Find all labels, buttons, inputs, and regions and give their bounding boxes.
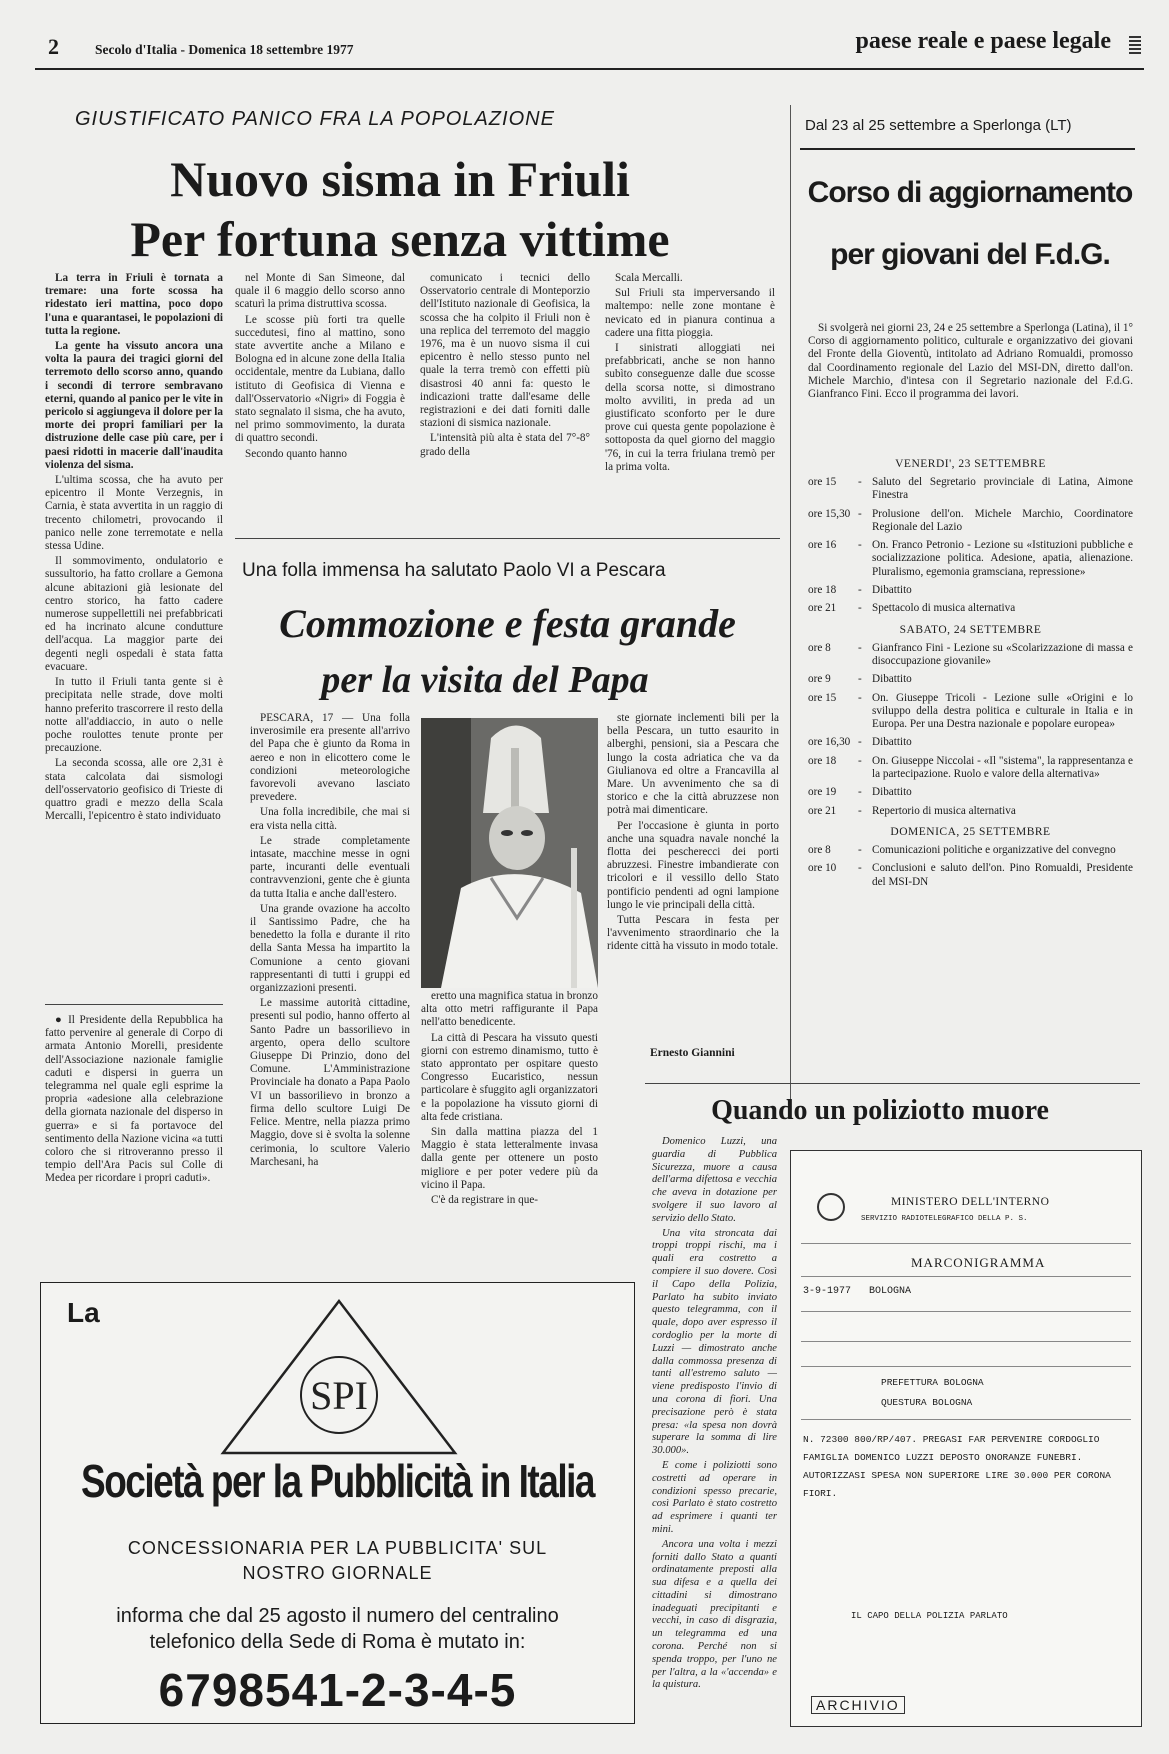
- schedule-time: ore 15: [808, 691, 837, 704]
- schedule-description: On. Giuseppe Tricoli - Lezione sulle «Origini e lo sviluppo della destra politica e culturale in Italia e in Europa. Per una Destra nazionale e popolare europea»: [872, 691, 1133, 731]
- telegram-origin: [803, 1286, 911, 1297]
- lead-paragraph: I sinistrati alloggiati nei prefabbricati, anche se non hanno subìto conseguenze dalle due scosse della scorsa notte, si dimostrano molto avviliti, in preda ad un giustificato sconforto per le dure prove cui questa gente popolazione è sottoposta da quel giorno del maggio '76, in cui la terra friulana tremò per la prima volta.: [605, 342, 775, 473]
- publication-name: Secolo d'Italia: [95, 42, 178, 57]
- pope-paragraph: Una grande ovazione ha accolto il Santissimo Padre, che ha benedetto la folla e durante il rito della Santa Messa ha impartito la Comunione a cento giovani rappresentanti di tutti i gruppi ed organizzazioni presenti.: [250, 902, 410, 995]
- telegram-body: N. 72300 800/RP/407. PREGASI FAR PERVENIRE CORDOGLIO FAMIGLIA DOMENICO LUZZI DEPOSTO ONORANZE FUNEBRI. AUTORIZZASI SPESA NON SUPERIORE LIRE 30.000 PER CORONA FIORI.: [803, 1434, 1111, 1499]
- schedule-time: ore 15,30: [808, 507, 851, 520]
- pope-paragraph: Sin dalla mattina piazza del 1 Maggio è stata letteralmente invasa dalla gente per ottenere un posto migliore e per poter vedere più da vicino il Papa.: [421, 1126, 598, 1191]
- sidebar-headline-line1: Corso di aggiornamento: [807, 176, 1133, 209]
- marconigramma-telegram: [790, 1150, 1142, 1727]
- schedule-row: [808, 539, 1133, 579]
- schedule-row: [808, 584, 1133, 597]
- schedule-dash: -: [858, 584, 862, 597]
- sidebar-divider: [790, 105, 791, 1105]
- schedule-description: Repertorio di musica alternativa: [872, 804, 1016, 817]
- pope-paragraph: PESCARA, 17 — Una folla inverosimile era presente all'arrivo del Papa che è giunto da Roma in aereo e non in elicottero come le condizioni meteorologiche favorevoli avevano lasciato prevedere.: [250, 712, 410, 804]
- schedule-time: ore 9: [808, 673, 831, 686]
- sidebar-kicker: Dal 23 al 25 settembre a Sperlonga (LT): [805, 117, 1072, 134]
- ad-phone-number: 6798541-2-3-4-5: [158, 1664, 517, 1716]
- telegram-subtitle: SERVIZIO RADIOTELEGRAFICO DELLA P. S.: [861, 1215, 1028, 1223]
- pope-photo-image: [421, 718, 598, 988]
- lead-paragraph: La terra in Friuli è tornata a tremare: una forte scossa ha ridestato ieri mattina, poco dopo l'una e quarantasei, le popolazioni di tutta la regione.: [45, 272, 223, 337]
- masthead-rule: [35, 68, 1144, 70]
- sidebar-end-rule: [645, 1083, 1140, 1084]
- pope-headline-line2: per la visita del Papa: [321, 659, 649, 701]
- ad-company-name: Società per la Pubblicità in Italia: [81, 1455, 594, 1507]
- schedule-description: Comunicazioni politiche e organizzative del convegno: [872, 843, 1116, 856]
- telegram-dest-1: PREFETTURA BOLOGNA: [881, 1377, 984, 1388]
- lead-kicker: GIUSTIFICATO PANICO FRA LA POPOLAZIONE: [75, 108, 555, 130]
- pope-headline-line1: Commozione e festa grande: [279, 601, 736, 646]
- sidebar-intro: [808, 322, 1133, 442]
- schedule-row: [808, 673, 1133, 686]
- spi-advertisement: [40, 1282, 635, 1724]
- schedule-row: [808, 862, 1133, 889]
- telegram-title: MARCONIGRAMMA: [911, 1255, 1046, 1270]
- schedule-dash: -: [858, 476, 862, 488]
- lead-paragraph: La gente ha vissuto ancora una volta la paura dei tragici giorni del terremoto dello scorso anno, quando i secondi di terrore sembravano eterni, quando al panico per le vite in pericolo si aggiungeva il dolore per la morte dei propri familiari per la distruzione delle case più care, per i paesi ridotti in macerie dall'inaudita violenza del sisma.: [45, 340, 223, 471]
- lead-paragraph: In tutto il Friuli tanta gente si è precipitata nelle strade, dove molti hanno preferito trascorrere il resto della notte all'addiaccio, in auto o nelle poche roulottes tenute pronte per precauzione.: [45, 676, 223, 755]
- schedule-day-title: DOMENICA, 25 SETTEMBRE: [890, 825, 1051, 838]
- ad-line-2: NOSTRO GIORNALE: [242, 1563, 433, 1583]
- schedule-row: [808, 786, 1133, 799]
- schedule-time: ore 21: [808, 804, 837, 817]
- schedule-time: ore 21: [808, 602, 837, 615]
- schedule-time: ore 16,30: [808, 736, 851, 749]
- pope-paragraph: eretto una magnifica statua in bronzo alta otto metri raffigurante il Papa nell'atto benedicente.: [421, 990, 598, 1029]
- schedule-description: Dibattito: [872, 673, 912, 686]
- schedule-dash: -: [858, 539, 862, 552]
- schedule-time: ore 8: [808, 641, 831, 654]
- pope-photo: [421, 718, 598, 988]
- ad-info-1: informa che dal 25 agosto il numero del centralino: [116, 1605, 559, 1627]
- telegram-rule: [801, 1366, 1131, 1367]
- schedule-description: Conclusioni e saluto dell'on. Pino Romualdi, Presidente del MSI-DN: [872, 862, 1133, 888]
- schedule-dash: -: [858, 862, 862, 875]
- telegram-rule: [801, 1341, 1131, 1342]
- telegram-dest-2: QUESTURA BOLOGNA: [881, 1397, 973, 1408]
- pope-column-2: [421, 990, 598, 1264]
- schedule-time: ore 15: [808, 476, 837, 488]
- schedule-day-title: SABATO, 24 SETTEMBRE: [899, 623, 1042, 636]
- schedule-time: ore 18: [808, 584, 837, 597]
- pope-paragraph: ste giornate inclementi bili per la bella Pescara, un tutto esaurito in alberghi, pensioni, sia a Pescara che lungo la costa adriatica che va da Giulianova ed oltre a Francavilla al Mare. Un avvenimento che sa di storico e che la città abruzzese non potrà mai dimenticare.: [607, 712, 779, 817]
- spi-logo-icon: [219, 1297, 459, 1457]
- schedule-time: ore 19: [808, 786, 837, 799]
- schedule-description: Dibattito: [872, 584, 912, 597]
- pope-paragraph: La città di Pescara ha vissuto questi giorni con estremo dinamismo, tutto è stato approntato per ospitare questo Congresso Eucaristico, nessun particolare è sfuggito agli organizzatori e la popolazione ha vissuto giorni di alta fede cristiana.: [421, 1031, 598, 1123]
- pope-paragraph: Una folla incredibile, che mai si era vista nella città.: [250, 806, 410, 832]
- pope-kicker: Una folla immensa ha salutato Paolo VI a Pescara: [242, 560, 666, 581]
- schedule-dash: -: [858, 736, 862, 749]
- telegram-rule: [801, 1276, 1131, 1277]
- spi-logo-letters: SPI: [310, 1373, 368, 1418]
- sidebar-headline-line2: per giovani del F.d.G.: [830, 238, 1110, 271]
- schedule-description: On. Giuseppe Niccolai - «Il "sistema", la rappresentanza e la partecipazione. Ruolo e valore della alternativa»: [872, 754, 1133, 781]
- lead-column-1: [45, 272, 223, 992]
- page-number: 2: [48, 34, 59, 59]
- lead-paragraph: L'ultima scossa, che ha avuto per epicentro il Monte Verzegnis, in Carnia, è stata avvertita in un raggio di trecento chilometri, provocando il panico nelle zone terremotate e nella stessa Udine.: [45, 474, 223, 553]
- archive-stamp: ARCHIVIO: [811, 1696, 905, 1714]
- section-mark: [1129, 36, 1141, 54]
- police-paragraph: Ancora una volta i mezzi forniti dallo Stato a quanti ordinatamente preposti alla sua difesa e a quella dei cittadini si dimostrano inadeguati precipitanti e vecchi, in caso di disgrazia, un telegramma ed una corona. Perché non si spenda troppo, per l'uno ne per l'altra, a la «'accenda» e la quistura.: [652, 1538, 777, 1691]
- schedule-dash: -: [858, 507, 862, 520]
- telegram-signature: IL CAPO DELLA POLIZIA PARLATO: [851, 1611, 1008, 1621]
- schedule-row: [808, 736, 1133, 749]
- ad-la-text: La: [67, 1297, 100, 1328]
- schedule-description: Spettacolo di musica alternativa: [872, 602, 1016, 615]
- telegram-rule: [801, 1311, 1131, 1312]
- schedule-description: Saluto del Segretario provinciale di Latina, Aimone Finestra: [872, 476, 1133, 502]
- schedule-row: [808, 805, 1133, 818]
- ministry-seal-icon: [817, 1193, 845, 1221]
- schedule-row: [808, 642, 1133, 669]
- schedule-dash: -: [858, 641, 862, 654]
- telegram-date: 3-9-1977: [803, 1286, 852, 1297]
- pope-paragraph: C'è da registrare in que-: [431, 1194, 539, 1207]
- section-title: paese reale e paese legale: [855, 28, 1111, 54]
- president-note: [45, 1014, 223, 1264]
- pope-column-3: [607, 712, 779, 1032]
- lead-column-3: [420, 272, 590, 522]
- pope-column-1: [250, 712, 410, 1264]
- pope-paragraph: Tutta Pescara in festa per l'avvenimento straordinario che la ridente città ha vissuto in modo totale.: [607, 914, 779, 953]
- schedule-time: ore 16: [808, 539, 837, 552]
- schedule-description: On. Franco Petronio - Lezione su «Istituzioni pubbliche e socializzazione politica. Adesione, apatia, alienazione. Pluralismo, egemonia gramsciana, repressione»: [872, 539, 1133, 578]
- schedule-row: [808, 508, 1133, 535]
- lead-paragraph: nel Monte di San Simeone, dal quale il 6 maggio dello scorso anno scaturì la prima distruttiva scossa.: [235, 272, 405, 311]
- pope-paragraph: Le strade completamente intasate, macchine messe in ogni parte, incuranti delle eventuali contravvenzioni, gente che è giunta da tutta Italia e anche dall'estero.: [250, 834, 410, 900]
- dateline-separator: -: [177, 42, 189, 57]
- lead-column-4: [605, 272, 775, 522]
- schedule-row: [808, 844, 1133, 857]
- ad-line-1: CONCESSIONARIA PER LA PUBBLICITA' SUL: [127, 1538, 548, 1558]
- police-body: [652, 1136, 777, 1724]
- lead-paragraph: L'intensità più alta è stata del 7°-8° grado della: [420, 432, 590, 458]
- schedule-dash: -: [858, 673, 862, 686]
- schedule-description: Dibattito: [872, 786, 912, 799]
- story-divider: [235, 538, 780, 539]
- schedule-row: [808, 755, 1133, 782]
- lead-paragraph: Scala Mercalli.: [615, 272, 683, 284]
- schedule-description: Prolusione dell'on. Michele Marchio, Coordinatore Regionale del Lazio: [872, 507, 1133, 533]
- column-divider: [45, 1004, 223, 1005]
- lead-headline-line2: Per fortuna senza vittime: [130, 211, 670, 267]
- schedule-dash: -: [858, 786, 862, 799]
- telegram-stamp: MINISTERO DELL'INTERNO: [891, 1196, 1050, 1208]
- schedule-row: [808, 602, 1133, 615]
- pope-byline: Ernesto Giannini: [650, 1047, 735, 1059]
- police-paragraph: Una vita stroncata dai troppi troppi rischi, ma i quali era costretto a compiere il suo dovere. Così il Capo della Polizia, Parlato ha subito inviato questo telegramma, con il quale, dopo aver espresso il cordoglio per la morte di Luzzi — dimostrato anche dalla commossa presenza di tanti all'estremo saluto — viene predisposto l'invio di una corona di fiori. Una precisazione però è stata presa: «la spesa non dovrà superare la somma di lire 30.000».: [652, 1227, 777, 1457]
- schedule-day-title: VENERDI', 23 SETTEMBRE: [895, 458, 1046, 470]
- sidebar-intro-text: Si svolgerà nei giorni 23, 24 e 25 settembre a Sperlonga (Latina), il 1° Corso di aggiornamento politico, culturale e organizzativo dei giovani del Fronte della Gioventù, intitolato ad Adriano Romualdi, promosso dal Coordinamento regionale del Lazio del MSI-DN, diretto dall'on. Michele Marchio, d'intesa con il Segretario nazionale del F.d.G. Gianfranco Fini. Ecco il programma dei lavori.: [808, 322, 1133, 401]
- schedule-description: Gianfranco Fini - Lezione su «Scolarizzazione di massa e disoccupazione giovanile»: [872, 641, 1133, 667]
- pope-paragraph: Per l'occasione è giunta in porto anche una squadra navale nonché la flotta dei pescherecci dei porti abruzzesi. Finestre imbandierate con tricolori e il vessillo dello Stato pontificio pendenti ad ogni lampione lungo le vie principali della città.: [607, 819, 779, 911]
- pope-paragraph: Le massime autorità cittadine, presenti sul podio, hanno offerto al Santo Padre un bassorilievo in argento, opera dello scultore Giuseppe Di Prinzio, dono del Comune. L'Amministrazione Provinciale ha donato a Papa Paolo VI un bassorilievo in bronzo a firma dello scultore Luigi De Felice. Mentre, nella piazza primo Maggio, dove si è svolta la solenne cerimonia, lo scultore Valerio Marchesani, ha: [250, 997, 410, 1168]
- schedule-time: ore 10: [808, 862, 837, 875]
- telegram-from: BOLOGNA: [869, 1286, 912, 1297]
- schedule-dash: -: [858, 843, 862, 856]
- publication-date: Domenica 18 settembre 1977: [188, 42, 354, 57]
- lead-paragraph: La seconda scossa, alle ore 2,31 è stata calcolata dai sismologi dell'osservatorio geofisico di Trieste di quattro gradi e mezzo della Scala Mercalli, l'epicentro è stato individuato: [45, 757, 223, 823]
- masthead-dateline: [95, 42, 353, 58]
- telegram-rule: [801, 1243, 1131, 1244]
- lead-paragraph: Secondo quanto hanno: [245, 447, 347, 460]
- lead-column-2: [235, 272, 405, 522]
- ad-info-2: telefonico della Sede di Roma è mutato in:: [149, 1631, 526, 1653]
- schedule-row: [808, 692, 1133, 732]
- note-text: ● Il Presidente della Repubblica ha fatto pervenire al generale di Corpo di armata Antonio Morelli, presidente dell'Associazione nazionale famiglie caduti e dispersi in guerra un telegramma nel quale egli esprime la propria «adesione alla celebrazione della giornata nazionale del disperso in guerra» e si fa portavoce del sentimento della Nazione vicina «a tutti coloro che si ritroveranno presso il tempio dell'Ara Pacis sul Colle di Medea per ricordare i propri caduti».: [45, 1014, 223, 1185]
- program-schedule: [808, 450, 1133, 1038]
- schedule-dash: -: [858, 754, 862, 767]
- schedule-row: [808, 476, 1133, 503]
- schedule-description: Dibattito: [872, 736, 912, 749]
- schedule-dash: -: [858, 804, 862, 817]
- police-headline: Quando un poliziotto muore: [711, 1095, 1049, 1126]
- lead-paragraph: comunicato i tecnici dello Osservatorio centrale di Monteporzio dell'Istituto nazionale di Geofisica, la scossa che ha colpito il Friuli non è una replica del terremoto del maggio 1976, ma è un nuovo sisma il cui epicentro è nello stesso punto nel quale la terra tremò con effetti più disastrosi 40 anni fa: questo le indicazioni tratte dall'esame delle registrazioni e dei dati forniti dalle stazioni di sismica nazionale.: [420, 272, 590, 430]
- schedule-dash: -: [858, 602, 862, 615]
- police-paragraph: E come i poliziotti sono costretti ad operare in condizioni spesso precarie, così Parlato è stato costretto ad esprimere i quanti ter mini.: [652, 1459, 777, 1535]
- lead-paragraph: Le scosse più forti tra quelle succedutesi, fino al mattino, sono state avvertite anche a Milano e Bologna ed in alcune zone della Italia occidentale, mentre da Lubiana, dallo istituto di Geofisica di Vienna e dall'Osservatorio «Nigri» di Foggia è stato segnalato il sisma, che ha avuto, nel primo sommovimento, la durata di quattro secondi.: [235, 313, 405, 445]
- schedule-time: ore 18: [808, 754, 837, 767]
- schedule-time: ore 8: [808, 843, 831, 856]
- lead-paragraph: Il sommovimento, ondulatorio e sussultorio, ha fatto crollare a Gemona alcune abitazioni già lesionate del centro storico, ha fatto cadere numerose suppellettili nei prefabbricati ed ha incrinato alcune condutture dell'acqua. La maggior parte dei degenti negli ospedali è stata fatta evacuare.: [45, 555, 223, 673]
- police-paragraph: Domenico Luzzi, una guardia di Pubblica Sicurezza, muore a causa dell'arma difettosa e vecchia che aveva in dotazione per svolgere il suo lavoro al servizio dello Stato.: [652, 1136, 777, 1224]
- lead-paragraph: Sul Friuli sta imperversando il maltempo: nelle zone montane è nevicato ed in pianura continua a cadere una fitta pioggia.: [605, 287, 775, 339]
- telegram-rule: [801, 1419, 1131, 1420]
- schedule-dash: -: [858, 691, 862, 704]
- lead-headline-line1: Nuovo sisma in Friuli: [170, 151, 630, 207]
- sidebar-kicker-rule: [800, 148, 1135, 150]
